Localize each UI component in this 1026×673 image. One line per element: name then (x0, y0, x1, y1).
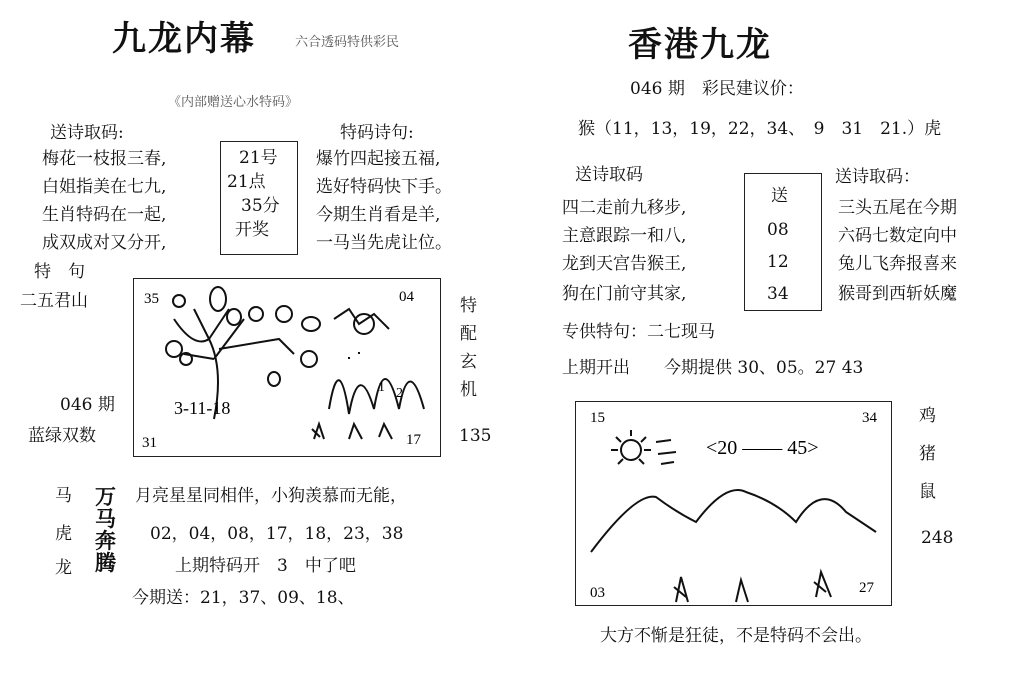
right-last-line: 上期开出 今期提供 30、05。27 43 (562, 358, 864, 378)
left-poem-line: 梅花一枝报三春, (42, 149, 167, 169)
slogan-char: 奔 (95, 528, 116, 553)
right-footer: 大方不惭是狂徒，不是特码不会出。 (600, 626, 872, 646)
last-issue-line: 上期特码开 3 中了吧 (175, 556, 356, 576)
send-box-line: 送 (771, 186, 788, 206)
right-send-poem-label-right: 送诗取码： (835, 167, 920, 187)
side-char: 特 (460, 296, 477, 316)
draw-time-line: 21点 (227, 172, 266, 192)
send-box-line: 12 (767, 252, 789, 272)
right-side-char: 猪 (919, 444, 936, 464)
sketch-num-bl: 03 (590, 585, 605, 601)
sketch-num-tr: 34 (862, 410, 877, 426)
mountain-drawing (576, 402, 891, 605)
right-issue-line: 046 期 彩民建议价： (630, 79, 804, 99)
right-poem-right: 猴哥到西斩妖魔 (838, 284, 957, 304)
draw-time-line: 35分 (241, 196, 280, 216)
right-poem-right: 六码七数定向中 (838, 226, 957, 246)
right-poem-left: 龙到天宫告猴王, (562, 254, 687, 274)
right-send-poem-label-left: 送诗取码 (575, 165, 643, 185)
sketch-num-bl: 31 (142, 435, 157, 451)
zodiac-char: 马 (55, 486, 72, 506)
left-subtitle: 《内部赠送心水特码》 (168, 95, 299, 110)
send-box-line: 34 (767, 284, 789, 304)
slogan-char: 马 (95, 506, 116, 531)
special-phrase: 二五君山 (20, 291, 88, 311)
sketch-num-mid: 3-11-18 (174, 398, 231, 418)
left-poem-line: 白姐指美在七九, (42, 177, 167, 197)
right-side-char: 鼠 (919, 482, 936, 502)
right-sketch (575, 401, 892, 606)
right-poem-right: 三头五尾在今期 (838, 198, 957, 218)
right-poem-line: 一马当先虎让位。 (316, 233, 452, 253)
slogan-char: 腾 (95, 550, 116, 575)
sketch-num-tl: 35 (144, 291, 159, 307)
draw-time-line: 21号 (239, 148, 278, 168)
send-box-line: 08 (767, 220, 789, 240)
right-poem-right: 兔儿飞奔报喜来 (838, 254, 957, 274)
left-sketch (133, 278, 441, 457)
side-char: 配 (460, 324, 477, 344)
right-poem-left: 主意跟踪一和八, (562, 226, 687, 246)
sketch-num-tr: 04 (399, 289, 414, 305)
color-tip: 蓝绿双数 (28, 426, 96, 446)
right-side-number: 248 (921, 528, 954, 548)
side-number: 135 (459, 426, 492, 446)
right-poem-line: 今期生肖看是羊, (316, 205, 441, 225)
right-poem-left: 四二走前九移步, (562, 198, 687, 218)
left-issue: 046 期 (60, 395, 115, 415)
right-poem-line: 爆竹四起接五福, (316, 149, 441, 169)
monkey-line: 猴（11，13，19，22，34、 9 31 21.）虎 (578, 119, 942, 139)
sketch-num-br: 17 (406, 432, 421, 448)
left-title: 九龙内幕 (112, 19, 256, 59)
numbers-line: 02，04，08，17，18，23，38 (150, 524, 404, 544)
left-send-poem-label: 送诗取码: (50, 123, 124, 143)
sketch-num-b: 2 (396, 386, 403, 401)
right-poem-left: 狗在门前守其家, (562, 284, 687, 304)
left-draw-time-box (220, 141, 298, 255)
this-issue-line: 今期送：21，37、09、18、 (132, 588, 355, 608)
left-title-note: 六合透码特供彩民 (295, 35, 400, 50)
sketch-num-a: 1 (378, 380, 385, 395)
zodiac-char: 龙 (55, 558, 72, 578)
draw-time-line: 开奖 (235, 220, 269, 240)
side-char: 玄 (460, 352, 477, 372)
slogan-char: 万 (95, 484, 116, 509)
flower-drawing (134, 279, 440, 456)
poem-line: 月亮星星同相伴，小狗羡慕而无能， (135, 486, 407, 506)
right-send-box (744, 173, 822, 311)
right-title: 香港九龙 (628, 25, 772, 65)
left-poem-line: 生肖特码在一起, (42, 205, 167, 225)
sketch-num-mid: <20 —— 45> (706, 437, 819, 459)
right-side-char: 鸡 (919, 406, 936, 426)
sketch-num-tl: 15 (590, 410, 605, 426)
right-special-phrase: 专供特句：二七现马 (562, 322, 715, 342)
left-poem-line: 成双成对又分开, (42, 233, 167, 253)
zodiac-char: 虎 (55, 524, 72, 544)
right-poem-line: 选好特码快下手。 (316, 177, 452, 197)
special-phrase-label: 特 句 (34, 262, 85, 282)
side-char: 机 (460, 380, 477, 400)
sketch-num-br: 27 (859, 580, 874, 596)
left-special-poem-label: 特码诗句: (340, 123, 414, 143)
